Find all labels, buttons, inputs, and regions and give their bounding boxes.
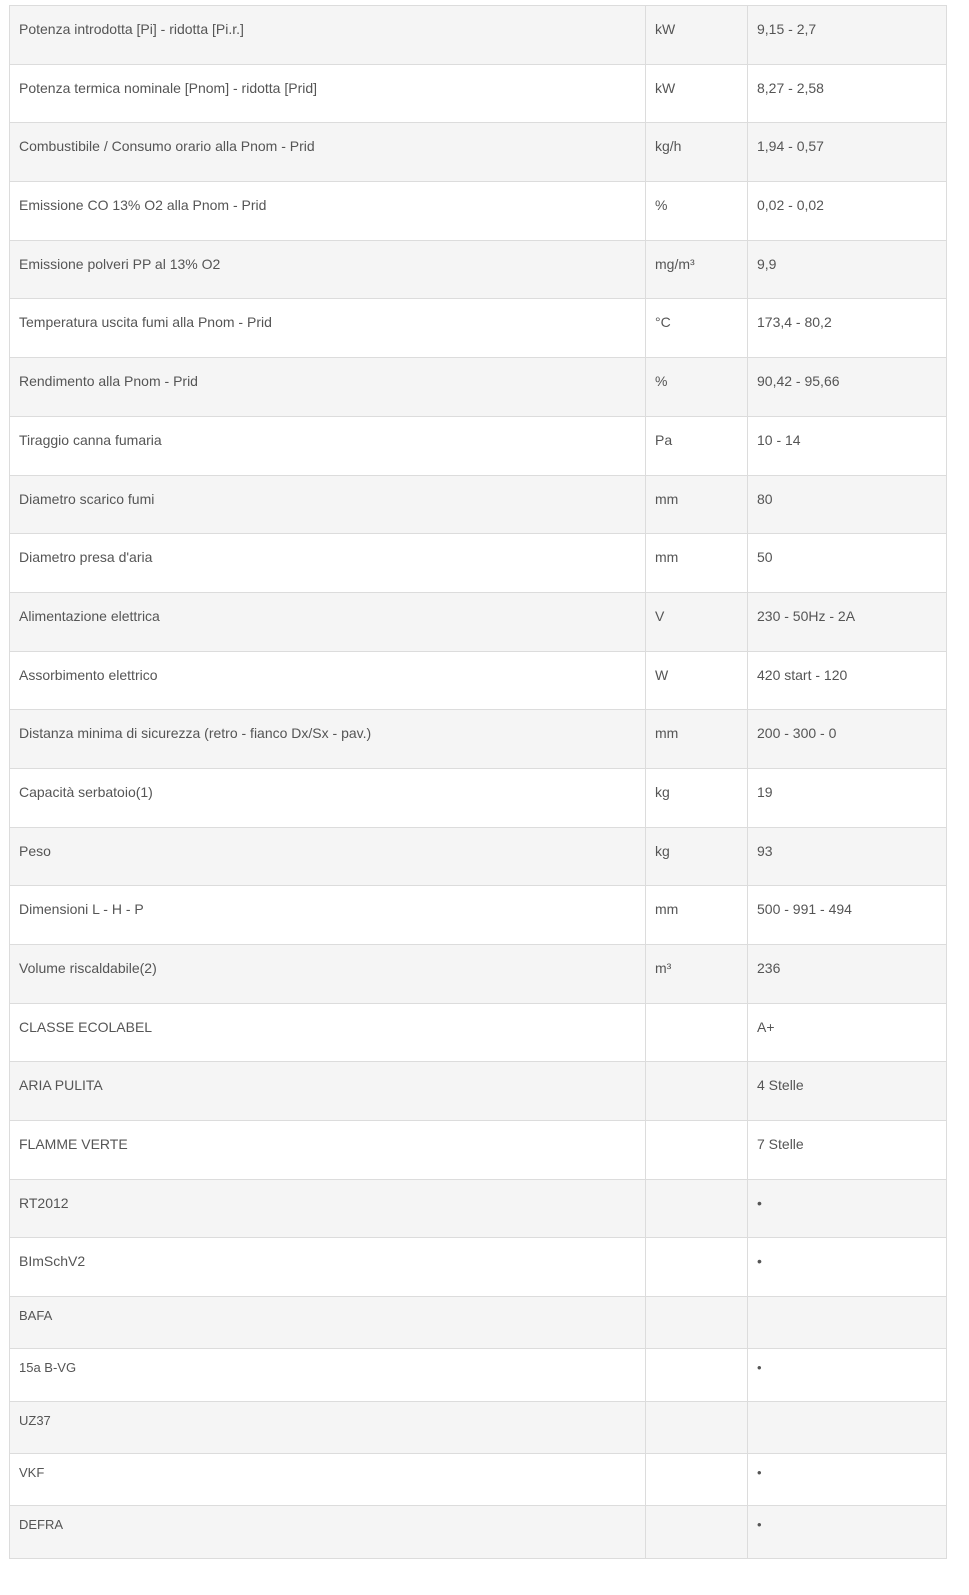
value-cell: • bbox=[748, 1349, 947, 1401]
spec-row bbox=[10, 123, 947, 182]
label-cell: Potenza termica nominale [Pnom] - ridotta [Prid] bbox=[10, 64, 646, 123]
label-cell: FLAMME VERTE bbox=[10, 1121, 646, 1180]
value-cell: 19 bbox=[748, 768, 947, 827]
label-cell: Emissione CO 13% O2 alla Pnom - Prid bbox=[10, 182, 646, 241]
unit-cell: °C bbox=[646, 299, 748, 358]
value-cell bbox=[748, 1401, 947, 1453]
specifications-table bbox=[9, 5, 947, 1559]
spec-row bbox=[10, 6, 947, 65]
spec-row bbox=[10, 1062, 947, 1121]
unit-cell bbox=[646, 1003, 748, 1062]
unit-cell: Pa bbox=[646, 416, 748, 475]
spec-row bbox=[10, 299, 947, 358]
value-cell: 236 bbox=[748, 945, 947, 1004]
spec-row bbox=[10, 240, 947, 299]
label-cell: Potenza introdotta [Pi] - ridotta [Pi.r.] bbox=[10, 6, 646, 65]
unit-cell: m³ bbox=[646, 945, 748, 1004]
value-cell: 90,42 - 95,66 bbox=[748, 358, 947, 417]
label-cell: Alimentazione elettrica bbox=[10, 592, 646, 651]
label-cell: Peso bbox=[10, 827, 646, 886]
unit-cell: kW bbox=[646, 64, 748, 123]
label-cell: Temperatura uscita fumi alla Pnom - Prid bbox=[10, 299, 646, 358]
label-cell: Dimensioni L - H - P bbox=[10, 886, 646, 945]
unit-cell: mm bbox=[646, 475, 748, 534]
value-cell: 500 - 991 - 494 bbox=[748, 886, 947, 945]
value-cell: A+ bbox=[748, 1003, 947, 1062]
unit-cell: mm bbox=[646, 534, 748, 593]
value-cell: 0,02 - 0,02 bbox=[748, 182, 947, 241]
label-cell: Diametro scarico fumi bbox=[10, 475, 646, 534]
unit-cell: mg/m³ bbox=[646, 240, 748, 299]
value-cell: 9,9 bbox=[748, 240, 947, 299]
unit-cell: % bbox=[646, 182, 748, 241]
certification-row bbox=[10, 1454, 947, 1506]
value-cell: 200 - 300 - 0 bbox=[748, 710, 947, 769]
label-cell: Combustibile / Consumo orario alla Pnom - Prid bbox=[10, 123, 646, 182]
unit-cell bbox=[646, 1349, 748, 1401]
specifications-table-body bbox=[10, 6, 947, 1559]
label-cell: Diametro presa d'aria bbox=[10, 534, 646, 593]
value-cell: 8,27 - 2,58 bbox=[748, 64, 947, 123]
unit-cell: kg bbox=[646, 768, 748, 827]
spec-row bbox=[10, 416, 947, 475]
spec-row bbox=[10, 651, 947, 710]
certification-row bbox=[10, 1349, 947, 1401]
label-cell: CLASSE ECOLABEL bbox=[10, 1003, 646, 1062]
label-cell: UZ37 bbox=[10, 1401, 646, 1453]
unit-cell: kg/h bbox=[646, 123, 748, 182]
unit-cell: kW bbox=[646, 6, 748, 65]
spec-row bbox=[10, 710, 947, 769]
label-cell: RT2012 bbox=[10, 1179, 646, 1238]
label-cell: Emissione polveri PP al 13% O2 bbox=[10, 240, 646, 299]
label-cell: Tiraggio canna fumaria bbox=[10, 416, 646, 475]
unit-cell bbox=[646, 1506, 748, 1558]
label-cell: Capacità serbatoio(1) bbox=[10, 768, 646, 827]
unit-cell bbox=[646, 1454, 748, 1506]
value-cell: • bbox=[748, 1506, 947, 1558]
unit-cell: mm bbox=[646, 710, 748, 769]
value-cell: • bbox=[748, 1454, 947, 1506]
unit-cell bbox=[646, 1297, 748, 1349]
label-cell: VKF bbox=[10, 1454, 646, 1506]
label-cell: 15a B-VG bbox=[10, 1349, 646, 1401]
value-cell: 173,4 - 80,2 bbox=[748, 299, 947, 358]
value-cell: 10 - 14 bbox=[748, 416, 947, 475]
spec-row bbox=[10, 886, 947, 945]
spec-row bbox=[10, 827, 947, 886]
label-cell: ARIA PULITA bbox=[10, 1062, 646, 1121]
label-cell: Rendimento alla Pnom - Prid bbox=[10, 358, 646, 417]
spec-row bbox=[10, 64, 947, 123]
unit-cell bbox=[646, 1179, 748, 1238]
certification-row bbox=[10, 1506, 947, 1558]
unit-cell bbox=[646, 1401, 748, 1453]
value-cell: 230 - 50Hz - 2A bbox=[748, 592, 947, 651]
unit-cell: kg bbox=[646, 827, 748, 886]
certification-row bbox=[10, 1401, 947, 1453]
spec-row bbox=[10, 945, 947, 1004]
label-cell: BImSchV2 bbox=[10, 1238, 646, 1297]
label-cell: Assorbimento elettrico bbox=[10, 651, 646, 710]
label-cell: Volume riscaldabile(2) bbox=[10, 945, 646, 1004]
spec-row bbox=[10, 358, 947, 417]
unit-cell bbox=[646, 1121, 748, 1180]
value-cell: 80 bbox=[748, 475, 947, 534]
spec-row bbox=[10, 768, 947, 827]
spec-row bbox=[10, 1179, 947, 1238]
spec-row bbox=[10, 475, 947, 534]
spec-row bbox=[10, 1238, 947, 1297]
certification-row bbox=[10, 1297, 947, 1349]
spec-row bbox=[10, 1003, 947, 1062]
value-cell: 7 Stelle bbox=[748, 1121, 947, 1180]
label-cell: Distanza minima di sicurezza (retro - fianco Dx/Sx - pav.) bbox=[10, 710, 646, 769]
unit-cell: W bbox=[646, 651, 748, 710]
unit-cell bbox=[646, 1062, 748, 1121]
label-cell: BAFA bbox=[10, 1297, 646, 1349]
unit-cell: % bbox=[646, 358, 748, 417]
unit-cell: V bbox=[646, 592, 748, 651]
value-cell: 4 Stelle bbox=[748, 1062, 947, 1121]
spec-row bbox=[10, 592, 947, 651]
value-cell: • bbox=[748, 1238, 947, 1297]
label-cell: DEFRA bbox=[10, 1506, 646, 1558]
unit-cell: mm bbox=[646, 886, 748, 945]
spec-row bbox=[10, 182, 947, 241]
value-cell: • bbox=[748, 1179, 947, 1238]
value-cell: 1,94 - 0,57 bbox=[748, 123, 947, 182]
value-cell: 9,15 - 2,7 bbox=[748, 6, 947, 65]
value-cell: 420 start - 120 bbox=[748, 651, 947, 710]
spec-row bbox=[10, 534, 947, 593]
spec-row bbox=[10, 1121, 947, 1180]
value-cell bbox=[748, 1297, 947, 1349]
unit-cell bbox=[646, 1238, 748, 1297]
value-cell: 50 bbox=[748, 534, 947, 593]
value-cell: 93 bbox=[748, 827, 947, 886]
